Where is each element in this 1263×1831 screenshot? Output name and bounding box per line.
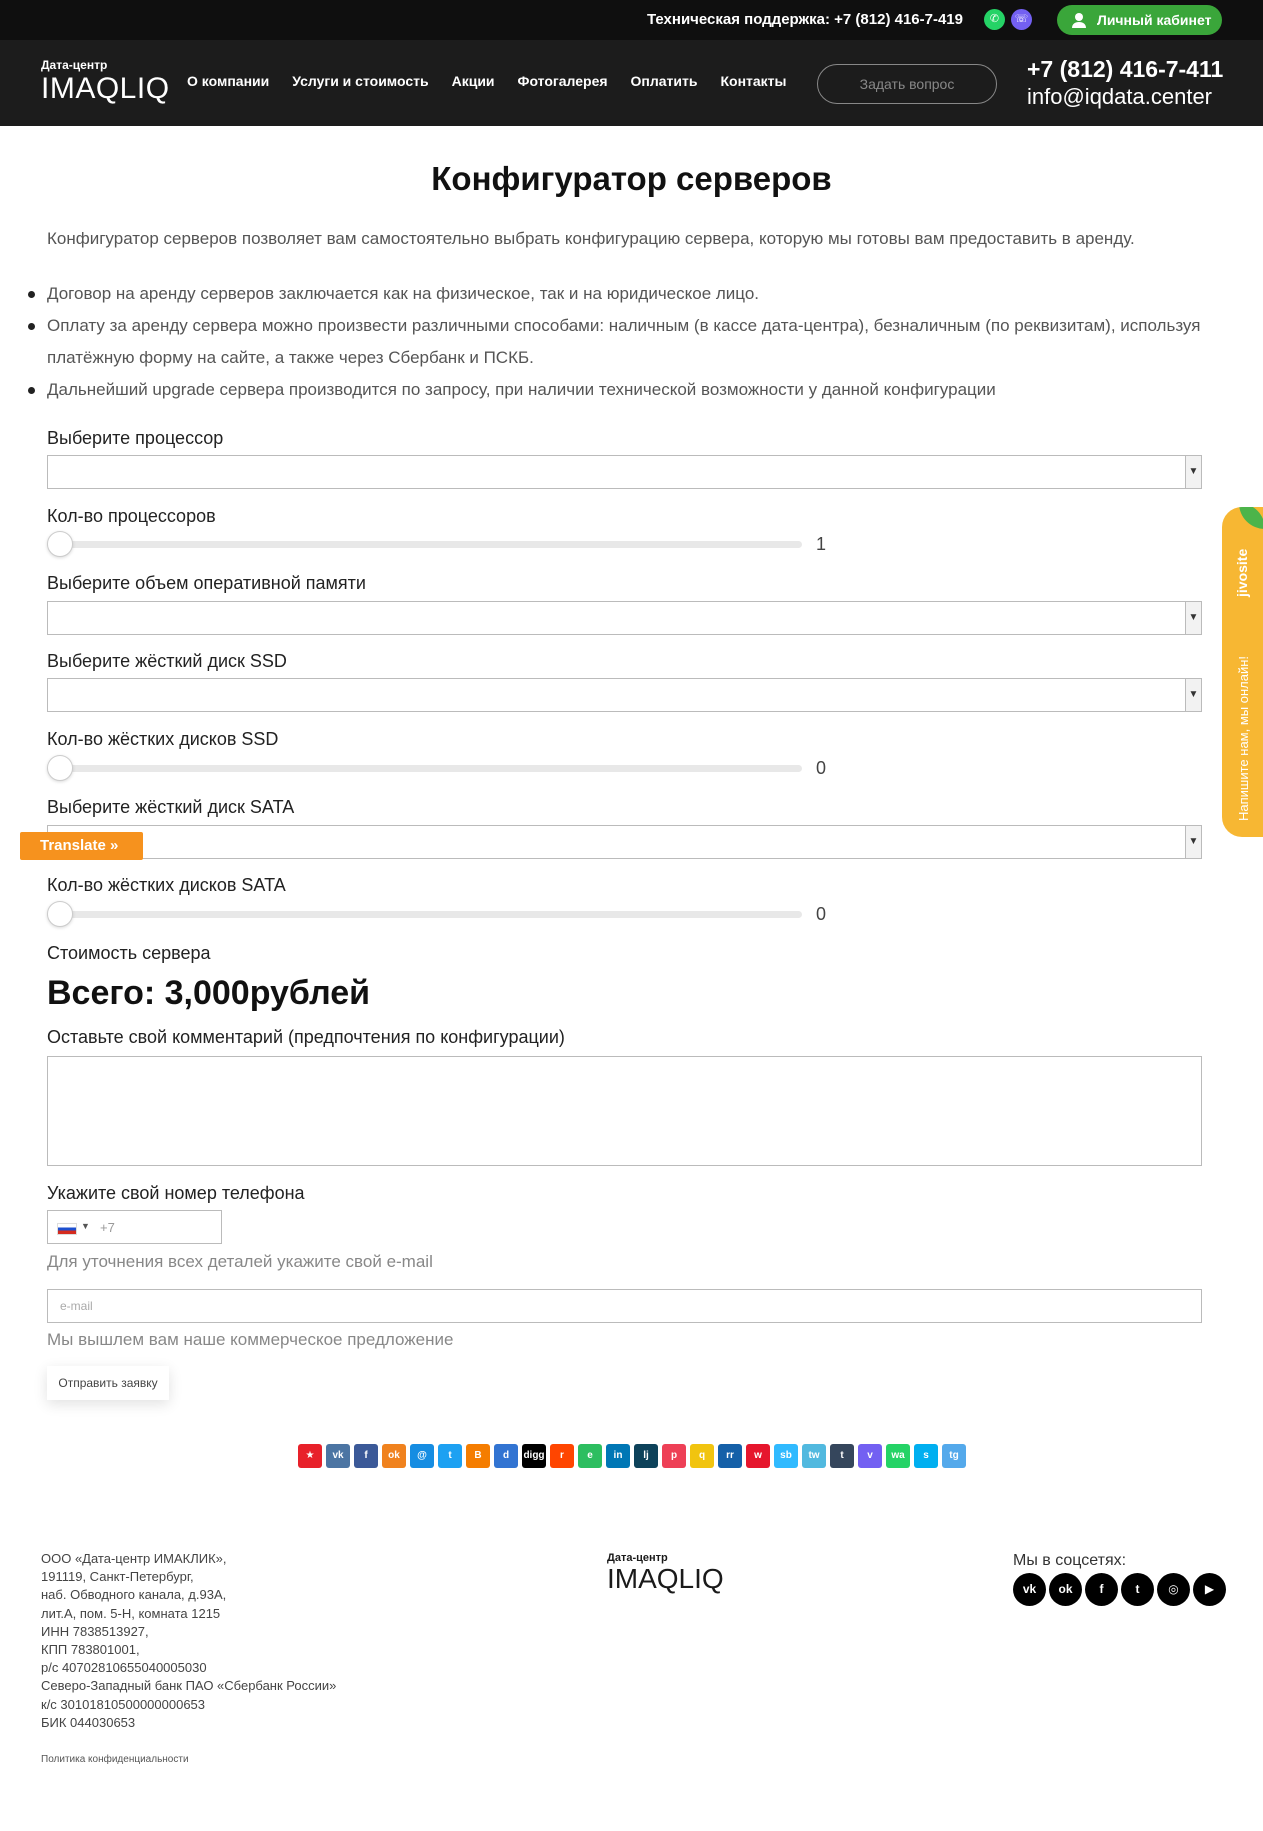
main-nav bbox=[187, 73, 787, 89]
chat-brand: jivosite bbox=[1234, 548, 1250, 597]
phone-label: Укажите свой номер телефона bbox=[47, 1183, 305, 1203]
nav-item-promotions[interactable]: Акции bbox=[451, 73, 495, 89]
logo-title: IMAQLIQ bbox=[41, 72, 170, 105]
info-list bbox=[28, 278, 1208, 406]
email-hint: Для уточнения всех деталей укажите свой e-mail bbox=[47, 1252, 433, 1271]
ask-question-button[interactable]: Задать вопрос bbox=[817, 64, 997, 104]
comment-textarea[interactable] bbox=[47, 1056, 1202, 1166]
slider-track bbox=[47, 541, 802, 548]
phone-input[interactable] bbox=[47, 1210, 222, 1244]
page-title: Конфигуратор серверов bbox=[431, 160, 832, 197]
sata-count-slider[interactable] bbox=[47, 901, 802, 927]
chevron-down-icon: ▼ bbox=[1185, 826, 1201, 858]
cpu-count-label: Кол-во процессоров bbox=[47, 506, 216, 526]
skype-icon[interactable]: s bbox=[914, 1444, 938, 1468]
slider-handle[interactable] bbox=[47, 531, 73, 557]
chevron-down-icon: ▼ bbox=[1185, 679, 1201, 711]
personal-account-button[interactable] bbox=[1057, 5, 1222, 35]
intro-text: Конфигуратор серверов позволяет вам самостоятельно выбрать конфигурацию сервера, которую мы готовы вам предоставить в аренду. bbox=[47, 229, 1135, 248]
facebook-icon[interactable]: f bbox=[354, 1444, 378, 1468]
list-item: Дальнейший upgrade сервера производится по запросу, при наличии технической возможности у данной конфигурации bbox=[28, 374, 1208, 406]
nav-item-contacts[interactable]: Контакты bbox=[720, 73, 787, 89]
address-line: Северо-Западный банк ПАО «Сбербанк России» bbox=[41, 1678, 337, 1694]
address-line: р/с 40702810655040005030 bbox=[41, 1660, 207, 1676]
user-icon bbox=[1071, 12, 1087, 28]
chat-cta: Напишите нам, мы онлайн! bbox=[1236, 655, 1251, 821]
pocket-icon[interactable]: p bbox=[662, 1444, 686, 1468]
instagram-social-icon[interactable]: ◎ bbox=[1157, 1573, 1190, 1606]
twitter-icon[interactable]: t bbox=[438, 1444, 462, 1468]
tencent-icon[interactable]: tw bbox=[802, 1444, 826, 1468]
top-bar bbox=[0, 0, 1263, 40]
list-item: Оплату за аренду сервера можно произвести различными способами: наличным (в кассе дата-центра), безналичным (по реквизитам), используя платёжную форму на сайте, а также через Сбербанк и ПСКБ. bbox=[28, 310, 1208, 374]
submit-request-button[interactable]: Отправить заявку bbox=[47, 1366, 169, 1400]
sata-count-label: Кол-во жёстких дисков SATA bbox=[47, 875, 286, 895]
sata-count-value: 0 bbox=[816, 904, 827, 924]
linkedin-icon[interactable]: in bbox=[606, 1444, 630, 1468]
address-line: 191119, Санкт-Петербург, bbox=[41, 1569, 194, 1585]
address-line: лит.А, пом. 5-Н, комната 1215 bbox=[41, 1605, 221, 1621]
privacy-policy-link[interactable]: Политика конфиденциальности bbox=[41, 1754, 189, 1765]
whatsapp-icon[interactable]: wa bbox=[886, 1444, 910, 1468]
chevron-down-icon[interactable]: ▼ bbox=[81, 1221, 90, 1231]
vk-icon[interactable]: vk bbox=[326, 1444, 350, 1468]
live-chat-widget[interactable] bbox=[1222, 507, 1263, 837]
footer-logo[interactable] bbox=[607, 1552, 724, 1594]
offer-hint: Мы вышлем вам наше коммерческое предложение bbox=[47, 1330, 454, 1349]
facebook-social-icon[interactable]: f bbox=[1085, 1573, 1118, 1606]
cpu-label: Выберите процессор bbox=[47, 428, 224, 448]
cpu-select[interactable] bbox=[47, 455, 1202, 489]
address-line: БИК 044030653 bbox=[41, 1714, 136, 1730]
qzone-icon[interactable]: q bbox=[690, 1444, 714, 1468]
blogger-icon[interactable]: B bbox=[466, 1444, 490, 1468]
nav-item-gallery[interactable]: Фотогалерея bbox=[517, 73, 608, 89]
footer-logo-title: IMAQLIQ bbox=[607, 1563, 724, 1594]
address-line: ООО «Дата-центр ИМАКЛИК», bbox=[41, 1551, 227, 1566]
sata-select[interactable] bbox=[47, 825, 1202, 859]
ssd-count-value: 0 bbox=[816, 758, 827, 778]
chevron-down-icon: ▼ bbox=[1185, 456, 1201, 488]
leaf-icon bbox=[1239, 507, 1263, 529]
comment-label: Оставьте свой комментарий (предпочтения по конфигурации) bbox=[47, 1027, 565, 1047]
telegram-icon[interactable]: tg bbox=[942, 1444, 966, 1468]
moimir-icon[interactable]: @ bbox=[410, 1444, 434, 1468]
cpu-count-slider[interactable] bbox=[47, 531, 802, 557]
ssd-select[interactable] bbox=[47, 678, 1202, 712]
site-logo[interactable] bbox=[41, 58, 170, 104]
nav-item-about[interactable]: О компании bbox=[187, 73, 270, 89]
tumblr-icon[interactable]: t bbox=[830, 1444, 854, 1468]
total-price: Всего: 3,000рублей bbox=[47, 974, 371, 1012]
translate-button[interactable]: Translate » bbox=[20, 832, 143, 860]
odnoklassniki-icon[interactable]: ok bbox=[382, 1444, 406, 1468]
ram-label: Выберите объем оперативной памяти bbox=[47, 573, 366, 593]
support-phone[interactable]: Техническая поддержка: +7 (812) 416-7-419 bbox=[646, 11, 963, 28]
viber-icon[interactable]: v bbox=[858, 1444, 882, 1468]
ram-select[interactable] bbox=[47, 601, 1202, 635]
cpu-count-value: 1 bbox=[816, 534, 827, 554]
ssd-count-label: Кол-во жёстких дисков SSD bbox=[47, 729, 279, 749]
main-header bbox=[0, 40, 1263, 126]
address-line: КПП 783801001, bbox=[41, 1642, 140, 1658]
ssd-count-slider[interactable] bbox=[47, 755, 802, 781]
company-details bbox=[41, 1550, 341, 1732]
sata-label: Выберите жёсткий диск SATA bbox=[47, 797, 295, 817]
nav-item-payment[interactable]: Оплатить bbox=[630, 73, 698, 89]
social-links bbox=[1013, 1573, 1226, 1606]
evernote-icon[interactable]: e bbox=[578, 1444, 602, 1468]
twitter-social-icon[interactable]: t bbox=[1121, 1573, 1154, 1606]
bookmark-icon[interactable]: ★ bbox=[298, 1444, 322, 1468]
phone-code: +7 bbox=[100, 1220, 115, 1235]
slider-track bbox=[47, 911, 802, 918]
personal-account-label: Личный кабинет bbox=[1097, 12, 1212, 28]
whatsapp-icon[interactable]: ✆ bbox=[984, 9, 1005, 30]
ok-social-icon[interactable]: ok bbox=[1049, 1573, 1082, 1606]
header-email[interactable]: info@iqdata.center bbox=[1027, 84, 1213, 109]
russia-flag-icon[interactable] bbox=[57, 1223, 77, 1235]
cost-label: Стоимость сервера bbox=[47, 943, 211, 963]
surfingbird-icon[interactable]: sb bbox=[774, 1444, 798, 1468]
reddit-icon[interactable]: r bbox=[550, 1444, 574, 1468]
social-label: Мы в соцсетях: bbox=[1013, 1552, 1127, 1569]
weibo-icon[interactable]: w bbox=[746, 1444, 770, 1468]
slider-handle[interactable] bbox=[47, 755, 73, 781]
logo-subtitle: Дата-центр bbox=[41, 58, 108, 72]
address-line: ИНН 7838513927, bbox=[41, 1623, 149, 1639]
ssd-label: Выберите жёсткий диск SSD bbox=[47, 651, 287, 671]
youtube-social-icon[interactable]: ▶ bbox=[1193, 1573, 1226, 1606]
vk-social-icon[interactable]: vk bbox=[1013, 1573, 1046, 1606]
chevron-down-icon: ▼ bbox=[1185, 602, 1201, 634]
viber-icon[interactable]: ☏ bbox=[1011, 9, 1032, 30]
slider-track bbox=[47, 765, 802, 772]
address-line: наб. Обводного канала, д.93А, bbox=[41, 1587, 227, 1603]
livejournal-icon[interactable]: lj bbox=[634, 1444, 658, 1468]
renren-icon[interactable]: rr bbox=[718, 1444, 742, 1468]
list-item: Договор на аренду серверов заключается как на физическое, так и на юридическое лицо. bbox=[28, 278, 1208, 310]
header-phone[interactable]: +7 (812) 416-7-411 bbox=[1027, 56, 1224, 82]
footer-logo-subtitle: Дата-центр bbox=[607, 1552, 668, 1564]
slider-handle[interactable] bbox=[47, 901, 73, 927]
share-buttons bbox=[298, 1444, 966, 1468]
delicious-icon[interactable]: d bbox=[494, 1444, 518, 1468]
nav-item-services[interactable]: Услуги и стоимость bbox=[292, 73, 429, 89]
email-input[interactable] bbox=[47, 1289, 1202, 1323]
digg-icon[interactable]: digg bbox=[522, 1444, 546, 1468]
address-line: к/с 30101810500000000653 bbox=[41, 1696, 206, 1712]
